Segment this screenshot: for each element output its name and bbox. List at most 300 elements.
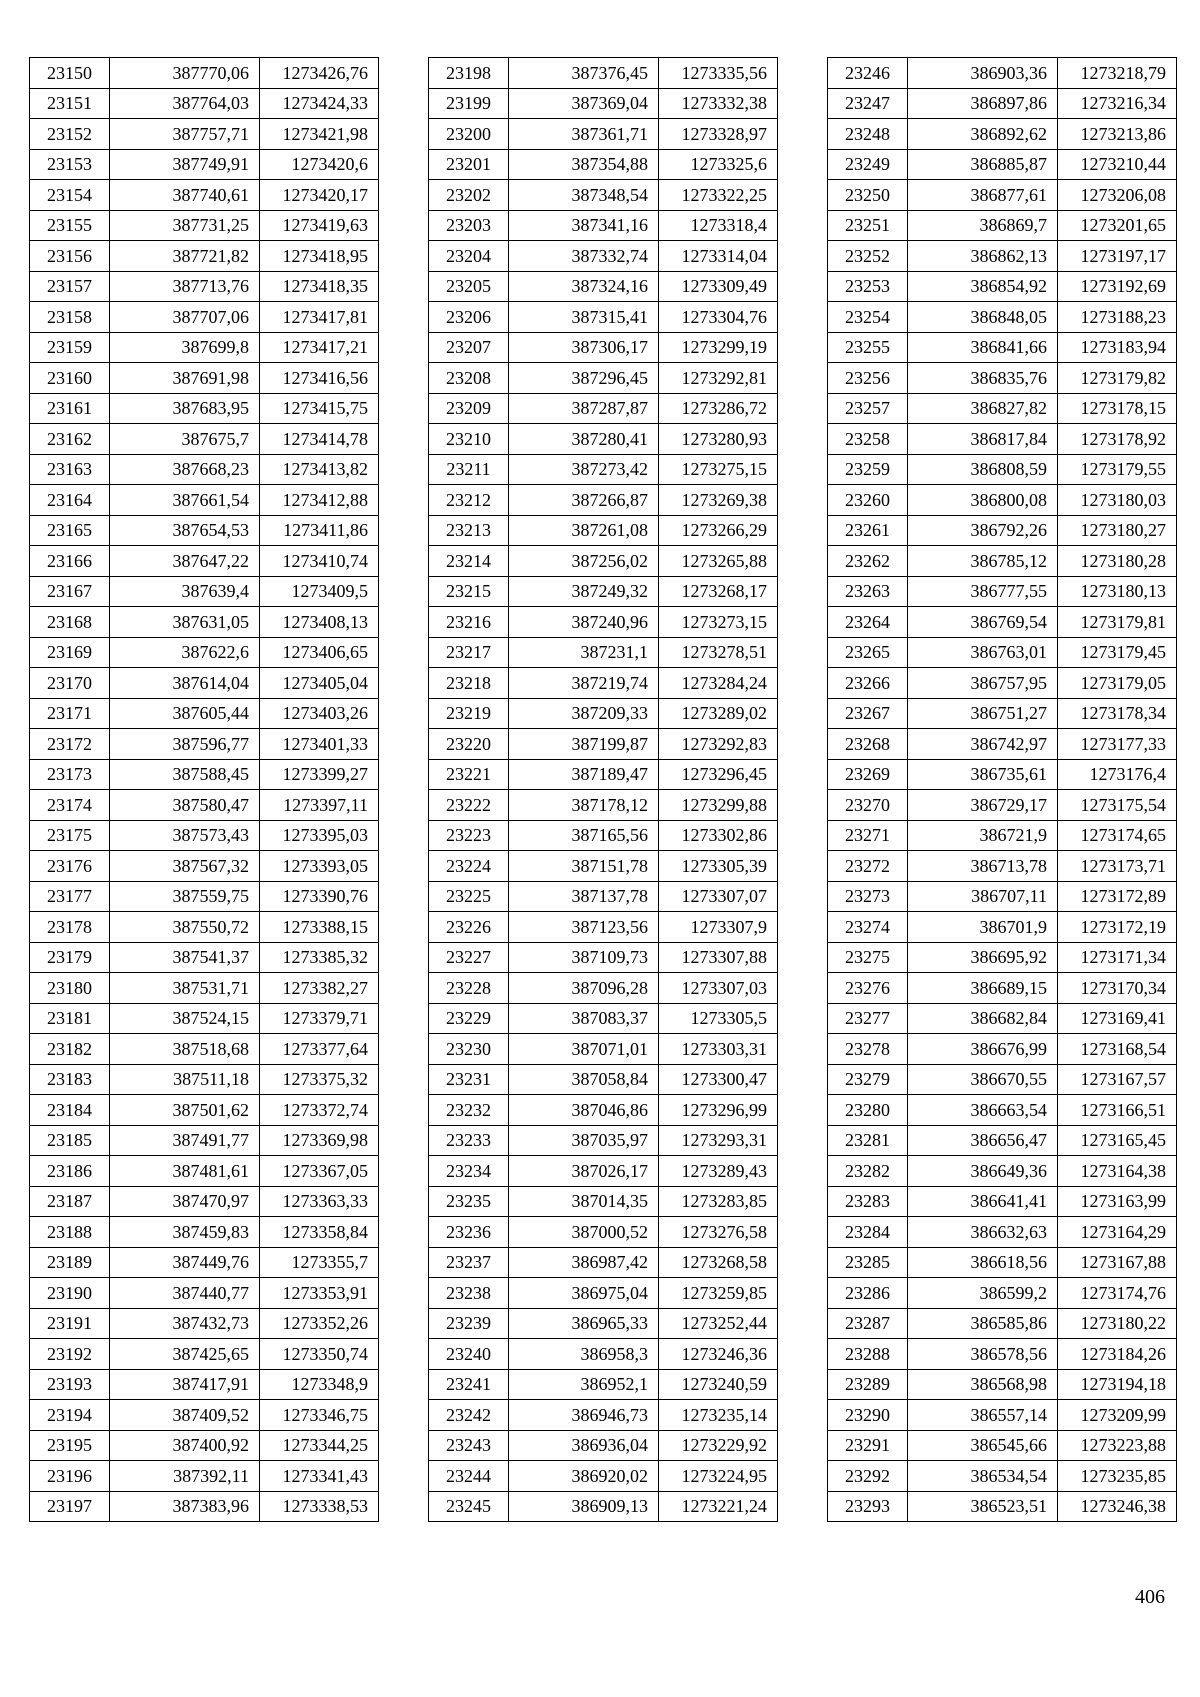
y-coordinate: 1273305,39 (659, 851, 778, 882)
point-number: 23204 (429, 241, 509, 272)
x-coordinate: 386599,2 (908, 1278, 1058, 1309)
x-coordinate: 387058,84 (509, 1064, 659, 1095)
x-coordinate: 387425,65 (110, 1339, 260, 1370)
x-coordinate: 387541,37 (110, 942, 260, 973)
point-number: 23185 (30, 1125, 110, 1156)
y-coordinate: 1273369,98 (260, 1125, 379, 1156)
point-number: 23271 (828, 820, 908, 851)
point-number: 23273 (828, 881, 908, 912)
y-coordinate: 1273169,41 (1058, 1003, 1177, 1034)
y-coordinate: 1273180,13 (1058, 576, 1177, 607)
point-number: 23237 (429, 1247, 509, 1278)
table-row (30, 393, 379, 424)
point-number: 23160 (30, 363, 110, 394)
x-coordinate: 386742,97 (908, 729, 1058, 760)
y-coordinate: 1273372,74 (260, 1095, 379, 1126)
point-number: 23284 (828, 1217, 908, 1248)
table-row (828, 1491, 1177, 1522)
point-number: 23186 (30, 1156, 110, 1187)
point-number: 23283 (828, 1186, 908, 1217)
table-row (30, 1308, 379, 1339)
table-row (30, 1247, 379, 1278)
y-coordinate: 1273307,03 (659, 973, 778, 1004)
x-coordinate: 386618,56 (908, 1247, 1058, 1278)
x-coordinate: 387654,53 (110, 515, 260, 546)
x-coordinate: 386862,13 (908, 241, 1058, 272)
y-coordinate: 1273179,45 (1058, 637, 1177, 668)
table-row (30, 790, 379, 821)
table-row (429, 1125, 778, 1156)
x-coordinate: 387573,43 (110, 820, 260, 851)
x-coordinate: 386965,33 (509, 1308, 659, 1339)
x-coordinate: 387440,77 (110, 1278, 260, 1309)
table-row (828, 1400, 1177, 1431)
x-coordinate: 387691,98 (110, 363, 260, 394)
x-coordinate: 386909,13 (509, 1491, 659, 1522)
table-row (429, 271, 778, 302)
y-coordinate: 1273179,55 (1058, 454, 1177, 485)
x-coordinate: 387675,7 (110, 424, 260, 455)
x-coordinate: 387035,97 (509, 1125, 659, 1156)
table-row (30, 1095, 379, 1126)
x-coordinate: 387249,32 (509, 576, 659, 607)
y-coordinate: 1273299,88 (659, 790, 778, 821)
y-coordinate: 1273424,33 (260, 88, 379, 119)
table-row (30, 1217, 379, 1248)
y-coordinate: 1273303,31 (659, 1034, 778, 1065)
table-row (429, 88, 778, 119)
x-coordinate: 386568,98 (908, 1369, 1058, 1400)
table-row (429, 1247, 778, 1278)
table-row (828, 1003, 1177, 1034)
y-coordinate: 1273210,44 (1058, 149, 1177, 180)
y-coordinate: 1273178,15 (1058, 393, 1177, 424)
x-coordinate: 387332,74 (509, 241, 659, 272)
x-coordinate: 386785,12 (908, 546, 1058, 577)
y-coordinate: 1273411,86 (260, 515, 379, 546)
y-coordinate: 1273388,15 (260, 912, 379, 943)
table-row (30, 1461, 379, 1492)
x-coordinate: 387109,73 (509, 942, 659, 973)
x-coordinate: 386735,61 (908, 759, 1058, 790)
point-number: 23261 (828, 515, 908, 546)
y-coordinate: 1273406,65 (260, 637, 379, 668)
point-number: 23292 (828, 1461, 908, 1492)
y-coordinate: 1273417,81 (260, 302, 379, 333)
table-row (30, 363, 379, 394)
x-coordinate: 387096,28 (509, 973, 659, 1004)
table-row (429, 1491, 778, 1522)
table-row (828, 1339, 1177, 1370)
point-number: 23189 (30, 1247, 110, 1278)
y-coordinate: 1273175,54 (1058, 790, 1177, 821)
x-coordinate: 387481,61 (110, 1156, 260, 1187)
x-coordinate: 386721,9 (908, 820, 1058, 851)
table-row (828, 58, 1177, 89)
point-number: 23251 (828, 210, 908, 241)
point-number: 23268 (828, 729, 908, 760)
y-coordinate: 1273338,53 (260, 1491, 379, 1522)
x-coordinate: 387341,16 (509, 210, 659, 241)
point-number: 23267 (828, 698, 908, 729)
point-number: 23208 (429, 363, 509, 394)
table-row (828, 393, 1177, 424)
point-number: 23255 (828, 332, 908, 363)
y-coordinate: 1273280,93 (659, 424, 778, 455)
point-number: 23236 (429, 1217, 509, 1248)
y-coordinate: 1273344,25 (260, 1430, 379, 1461)
x-coordinate: 387287,87 (509, 393, 659, 424)
point-number: 23169 (30, 637, 110, 668)
point-number: 23165 (30, 515, 110, 546)
x-coordinate: 387083,37 (509, 1003, 659, 1034)
x-coordinate: 387749,91 (110, 149, 260, 180)
point-number: 23221 (429, 759, 509, 790)
x-coordinate: 386936,04 (509, 1430, 659, 1461)
x-coordinate: 386751,27 (908, 698, 1058, 729)
table-row (30, 332, 379, 363)
table-row (429, 1217, 778, 1248)
point-number: 23231 (429, 1064, 509, 1095)
y-coordinate: 1273413,82 (260, 454, 379, 485)
y-coordinate: 1273278,51 (659, 637, 778, 668)
x-coordinate: 387178,12 (509, 790, 659, 821)
x-coordinate: 387354,88 (509, 149, 659, 180)
x-coordinate: 387567,32 (110, 851, 260, 882)
point-number: 23250 (828, 180, 908, 211)
x-coordinate: 386952,1 (509, 1369, 659, 1400)
x-coordinate: 387361,71 (509, 119, 659, 150)
point-number: 23223 (429, 820, 509, 851)
table-row (828, 729, 1177, 760)
x-coordinate: 386656,47 (908, 1125, 1058, 1156)
table-row (30, 1125, 379, 1156)
point-number: 23196 (30, 1461, 110, 1492)
table-row (429, 1430, 778, 1461)
table-row (828, 790, 1177, 821)
table-row (30, 1278, 379, 1309)
y-coordinate: 1273307,9 (659, 912, 778, 943)
point-number: 23172 (30, 729, 110, 760)
point-number: 23200 (429, 119, 509, 150)
y-coordinate: 1273401,33 (260, 729, 379, 760)
point-number: 23191 (30, 1308, 110, 1339)
y-coordinate: 1273296,99 (659, 1095, 778, 1126)
point-number: 23183 (30, 1064, 110, 1095)
table-row (429, 637, 778, 668)
point-number: 23199 (429, 88, 509, 119)
y-coordinate: 1273405,04 (260, 668, 379, 699)
table-row (30, 851, 379, 882)
table-row (828, 912, 1177, 943)
point-number: 23163 (30, 454, 110, 485)
table-row (828, 332, 1177, 363)
x-coordinate: 386701,9 (908, 912, 1058, 943)
point-number: 23167 (30, 576, 110, 607)
point-number: 23177 (30, 881, 110, 912)
point-number: 23210 (429, 424, 509, 455)
point-number: 23274 (828, 912, 908, 943)
point-number: 23246 (828, 58, 908, 89)
point-number: 23254 (828, 302, 908, 333)
y-coordinate: 1273201,65 (1058, 210, 1177, 241)
point-number: 23286 (828, 1278, 908, 1309)
point-number: 23266 (828, 668, 908, 699)
table-row (30, 119, 379, 150)
table-row (828, 820, 1177, 851)
point-number: 23248 (828, 119, 908, 150)
x-coordinate: 387417,91 (110, 1369, 260, 1400)
y-coordinate: 1273408,13 (260, 607, 379, 638)
x-coordinate: 387459,83 (110, 1217, 260, 1248)
point-number: 23228 (429, 973, 509, 1004)
table-row (30, 942, 379, 973)
x-coordinate: 386769,54 (908, 607, 1058, 638)
table-row (30, 637, 379, 668)
table-row (30, 1430, 379, 1461)
point-number: 23190 (30, 1278, 110, 1309)
y-coordinate: 1273397,11 (260, 790, 379, 821)
y-coordinate: 1273328,97 (659, 119, 778, 150)
x-coordinate: 387731,25 (110, 210, 260, 241)
y-coordinate: 1273179,05 (1058, 668, 1177, 699)
table-row (828, 149, 1177, 180)
point-number: 23262 (828, 546, 908, 577)
x-coordinate: 387713,76 (110, 271, 260, 302)
point-number: 23291 (828, 1430, 908, 1461)
point-number: 23230 (429, 1034, 509, 1065)
table-row (828, 881, 1177, 912)
point-number: 23205 (429, 271, 509, 302)
table-row (828, 759, 1177, 790)
y-coordinate: 1273176,4 (1058, 759, 1177, 790)
x-coordinate: 387123,56 (509, 912, 659, 943)
point-number: 23156 (30, 241, 110, 272)
point-number: 23229 (429, 1003, 509, 1034)
point-number: 23158 (30, 302, 110, 333)
table-row (828, 1095, 1177, 1126)
point-number: 23207 (429, 332, 509, 363)
table-row (30, 1339, 379, 1370)
y-coordinate: 1273302,86 (659, 820, 778, 851)
point-number: 23227 (429, 942, 509, 973)
point-number: 23259 (828, 454, 908, 485)
table-row (429, 1064, 778, 1095)
point-number: 23285 (828, 1247, 908, 1278)
y-coordinate: 1273179,81 (1058, 607, 1177, 638)
point-number: 23179 (30, 942, 110, 973)
table-row (30, 973, 379, 1004)
point-number: 23277 (828, 1003, 908, 1034)
y-coordinate: 1273209,99 (1058, 1400, 1177, 1431)
point-number: 23187 (30, 1186, 110, 1217)
point-number: 23192 (30, 1339, 110, 1370)
x-coordinate: 386578,56 (908, 1339, 1058, 1370)
point-number: 23168 (30, 607, 110, 638)
point-number: 23245 (429, 1491, 509, 1522)
point-number: 23252 (828, 241, 908, 272)
point-number: 23197 (30, 1491, 110, 1522)
table-row (30, 820, 379, 851)
x-coordinate: 386897,86 (908, 88, 1058, 119)
x-coordinate: 386729,17 (908, 790, 1058, 821)
point-number: 23293 (828, 1491, 908, 1522)
table-row (30, 912, 379, 943)
x-coordinate: 387369,04 (509, 88, 659, 119)
point-number: 23150 (30, 58, 110, 89)
y-coordinate: 1273164,29 (1058, 1217, 1177, 1248)
point-number: 23270 (828, 790, 908, 821)
y-coordinate: 1273172,19 (1058, 912, 1177, 943)
x-coordinate: 387559,75 (110, 881, 260, 912)
y-coordinate: 1273399,27 (260, 759, 379, 790)
y-coordinate: 1273426,76 (260, 58, 379, 89)
x-coordinate: 386523,51 (908, 1491, 1058, 1522)
coordinate-table-1 (29, 57, 379, 1522)
x-coordinate: 386676,99 (908, 1034, 1058, 1065)
table-row (828, 119, 1177, 150)
y-coordinate: 1273166,51 (1058, 1095, 1177, 1126)
y-coordinate: 1273174,76 (1058, 1278, 1177, 1309)
table-row (429, 912, 778, 943)
y-coordinate: 1273223,88 (1058, 1430, 1177, 1461)
x-coordinate: 386869,7 (908, 210, 1058, 241)
y-coordinate: 1273273,15 (659, 607, 778, 638)
table-row (429, 363, 778, 394)
x-coordinate: 387261,08 (509, 515, 659, 546)
y-coordinate: 1273173,71 (1058, 851, 1177, 882)
y-coordinate: 1273174,65 (1058, 820, 1177, 851)
y-coordinate: 1273283,85 (659, 1186, 778, 1217)
x-coordinate: 387661,54 (110, 485, 260, 516)
x-coordinate: 386848,05 (908, 302, 1058, 333)
y-coordinate: 1273419,63 (260, 210, 379, 241)
point-number: 23212 (429, 485, 509, 516)
table-row (828, 1369, 1177, 1400)
x-coordinate: 386663,54 (908, 1095, 1058, 1126)
y-coordinate: 1273352,26 (260, 1308, 379, 1339)
table-row (429, 546, 778, 577)
x-coordinate: 386632,63 (908, 1217, 1058, 1248)
table-row (828, 1156, 1177, 1187)
point-number: 23275 (828, 942, 908, 973)
y-coordinate: 1273178,34 (1058, 698, 1177, 729)
point-number: 23213 (429, 515, 509, 546)
x-coordinate: 387764,03 (110, 88, 260, 119)
table-row (828, 1064, 1177, 1095)
point-number: 23226 (429, 912, 509, 943)
point-number: 23152 (30, 119, 110, 150)
table-row (828, 1034, 1177, 1065)
x-coordinate: 386800,08 (908, 485, 1058, 516)
table-row (429, 576, 778, 607)
table-row (30, 881, 379, 912)
table-row (429, 729, 778, 760)
x-coordinate: 387306,17 (509, 332, 659, 363)
table-row (429, 424, 778, 455)
y-coordinate: 1273395,03 (260, 820, 379, 851)
table-row (429, 942, 778, 973)
y-coordinate: 1273235,14 (659, 1400, 778, 1431)
x-coordinate: 387668,23 (110, 454, 260, 485)
y-coordinate: 1273240,59 (659, 1369, 778, 1400)
point-number: 23218 (429, 668, 509, 699)
point-number: 23288 (828, 1339, 908, 1370)
x-coordinate: 387770,06 (110, 58, 260, 89)
table-row (30, 58, 379, 89)
y-coordinate: 1273192,69 (1058, 271, 1177, 302)
x-coordinate: 387757,71 (110, 119, 260, 150)
y-coordinate: 1273265,88 (659, 546, 778, 577)
x-coordinate: 387240,96 (509, 607, 659, 638)
point-number: 23176 (30, 851, 110, 882)
y-coordinate: 1273305,5 (659, 1003, 778, 1034)
x-coordinate: 387165,56 (509, 820, 659, 851)
point-number: 23253 (828, 271, 908, 302)
y-coordinate: 1273417,21 (260, 332, 379, 363)
x-coordinate: 386792,26 (908, 515, 1058, 546)
point-number: 23216 (429, 607, 509, 638)
x-coordinate: 386885,87 (908, 149, 1058, 180)
x-coordinate: 386841,66 (908, 332, 1058, 363)
table-row (828, 88, 1177, 119)
point-number: 23281 (828, 1125, 908, 1156)
x-coordinate: 386892,62 (908, 119, 1058, 150)
point-number: 23289 (828, 1369, 908, 1400)
x-coordinate: 387524,15 (110, 1003, 260, 1034)
y-coordinate: 1273318,4 (659, 210, 778, 241)
table-row (828, 637, 1177, 668)
y-coordinate: 1273304,76 (659, 302, 778, 333)
point-number: 23155 (30, 210, 110, 241)
x-coordinate: 386817,84 (908, 424, 1058, 455)
x-coordinate: 387707,06 (110, 302, 260, 333)
y-coordinate: 1273421,98 (260, 119, 379, 150)
table-row (828, 271, 1177, 302)
y-coordinate: 1273299,19 (659, 332, 778, 363)
y-coordinate: 1273293,31 (659, 1125, 778, 1156)
table-row (30, 546, 379, 577)
point-number: 23188 (30, 1217, 110, 1248)
x-coordinate: 387199,87 (509, 729, 659, 760)
x-coordinate: 386808,59 (908, 454, 1058, 485)
x-coordinate: 387014,35 (509, 1186, 659, 1217)
point-number: 23193 (30, 1369, 110, 1400)
x-coordinate: 386695,92 (908, 942, 1058, 973)
table-row (828, 1461, 1177, 1492)
table-row (429, 454, 778, 485)
y-coordinate: 1273307,88 (659, 942, 778, 973)
point-number: 23174 (30, 790, 110, 821)
y-coordinate: 1273346,75 (260, 1400, 379, 1431)
x-coordinate: 387409,52 (110, 1400, 260, 1431)
point-number: 23241 (429, 1369, 509, 1400)
x-coordinate: 386757,95 (908, 668, 1058, 699)
table-row (30, 1156, 379, 1187)
table-row (30, 485, 379, 516)
x-coordinate: 386545,66 (908, 1430, 1058, 1461)
table-row (828, 973, 1177, 1004)
point-number: 23242 (429, 1400, 509, 1431)
point-number: 23181 (30, 1003, 110, 1034)
page-number: 406 (1135, 1586, 1165, 1608)
table-row (429, 1003, 778, 1034)
y-coordinate: 1273409,5 (260, 576, 379, 607)
point-number: 23211 (429, 454, 509, 485)
x-coordinate: 386557,14 (908, 1400, 1058, 1431)
point-number: 23263 (828, 576, 908, 607)
y-coordinate: 1273177,33 (1058, 729, 1177, 760)
